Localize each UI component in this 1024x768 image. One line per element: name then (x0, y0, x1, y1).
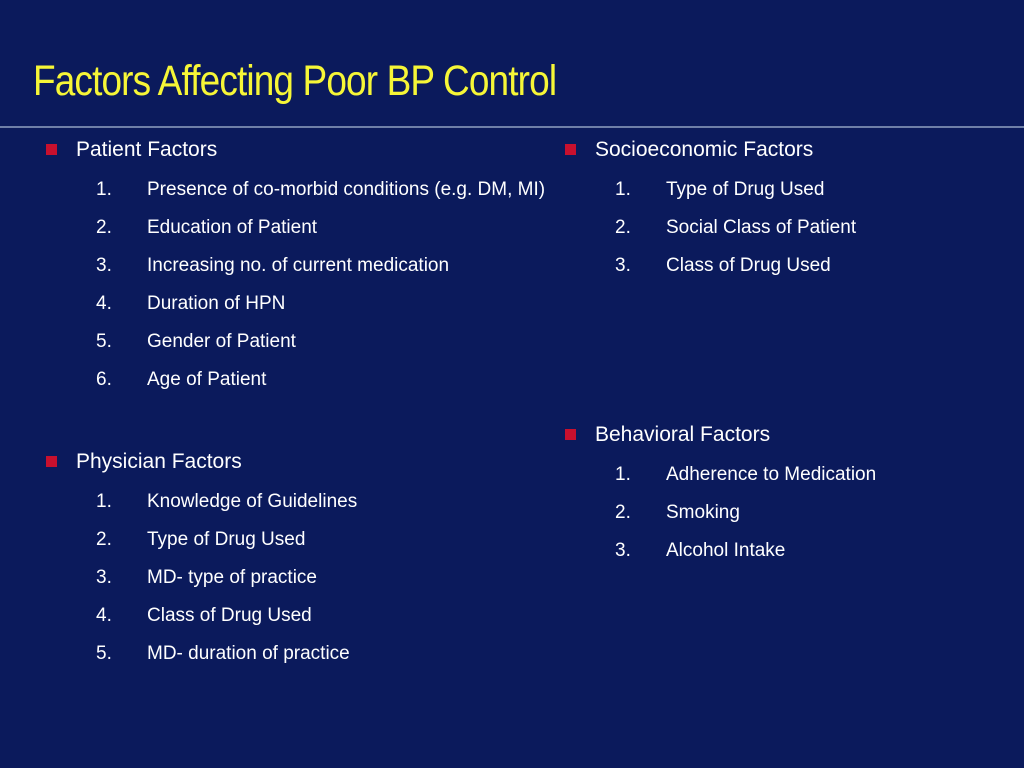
square-bullet-icon (565, 429, 576, 440)
list-item (565, 253, 1005, 279)
list-item (565, 462, 1005, 488)
numbered-list (46, 177, 546, 393)
item-text: Duration of HPN (147, 293, 286, 314)
item-text: Age of Patient (147, 369, 267, 390)
section-heading-label: Patient Factors (76, 138, 218, 161)
list-item (46, 527, 546, 553)
list-item (46, 177, 546, 203)
item-text: Gender of Patient (147, 331, 296, 352)
list-item (565, 177, 1005, 203)
item-number: 2. (96, 217, 112, 238)
item-text: Increasing no. of current medication (147, 255, 450, 276)
item-text: Type of Drug Used (147, 529, 306, 550)
item-text: Education of Patient (147, 217, 318, 238)
item-number: 3. (615, 540, 631, 561)
section-behavioral-factors (565, 423, 1005, 576)
numbered-list (46, 489, 546, 667)
item-number: 3. (615, 255, 631, 276)
item-number: 2. (96, 529, 112, 550)
section-heading-label: Behavioral Factors (595, 423, 771, 446)
list-item (46, 565, 546, 591)
numbered-list (565, 462, 1005, 564)
list-item (46, 489, 546, 515)
list-item (46, 253, 546, 279)
section-heading (46, 138, 546, 162)
item-number: 1. (615, 464, 631, 485)
item-number: 2. (615, 502, 631, 523)
section-heading (565, 138, 1005, 162)
item-text: Class of Drug Used (147, 605, 312, 626)
item-text: Presence of co-morbid conditions (e.g. DM, MI) (147, 179, 546, 200)
item-text: Type of Drug Used (666, 179, 825, 200)
section-physician-factors (46, 450, 546, 679)
item-number: 1. (615, 179, 631, 200)
item-number: 3. (96, 567, 112, 588)
section-patient-factors (46, 138, 546, 405)
title-divider (0, 126, 1024, 128)
item-text: Knowledge of Guidelines (147, 491, 358, 512)
section-heading-label: Physician Factors (76, 450, 242, 473)
item-text: Alcohol Intake (666, 540, 786, 561)
section-socioeconomic-factors (565, 138, 1005, 291)
slide-title: Factors Affecting Poor BP Control (33, 57, 557, 105)
item-text: Class of Drug Used (666, 255, 831, 276)
list-item (565, 215, 1005, 241)
item-number: 2. (615, 217, 631, 238)
list-item (46, 329, 546, 355)
list-item (46, 603, 546, 629)
list-item (46, 367, 546, 393)
square-bullet-icon (565, 144, 576, 155)
item-text: MD- type of practice (147, 567, 317, 588)
item-number: 5. (96, 331, 112, 352)
item-number: 5. (96, 643, 112, 664)
list-item (46, 215, 546, 241)
item-number: 4. (96, 605, 112, 626)
item-number: 1. (96, 491, 112, 512)
item-number: 4. (96, 293, 112, 314)
list-item (46, 291, 546, 317)
section-heading (565, 423, 1005, 447)
numbered-list (565, 177, 1005, 279)
item-text: Social Class of Patient (666, 217, 857, 238)
section-heading-label: Socioeconomic Factors (595, 138, 814, 161)
item-text: Adherence to Medication (666, 464, 877, 485)
item-number: 3. (96, 255, 112, 276)
item-number: 6. (96, 369, 112, 390)
list-item (46, 641, 546, 667)
square-bullet-icon (46, 456, 57, 467)
list-item (565, 538, 1005, 564)
square-bullet-icon (46, 144, 57, 155)
item-number: 1. (96, 179, 112, 200)
item-text: MD- duration of practice (147, 643, 350, 664)
section-heading (46, 450, 546, 474)
item-text: Smoking (666, 502, 740, 523)
list-item (565, 500, 1005, 526)
